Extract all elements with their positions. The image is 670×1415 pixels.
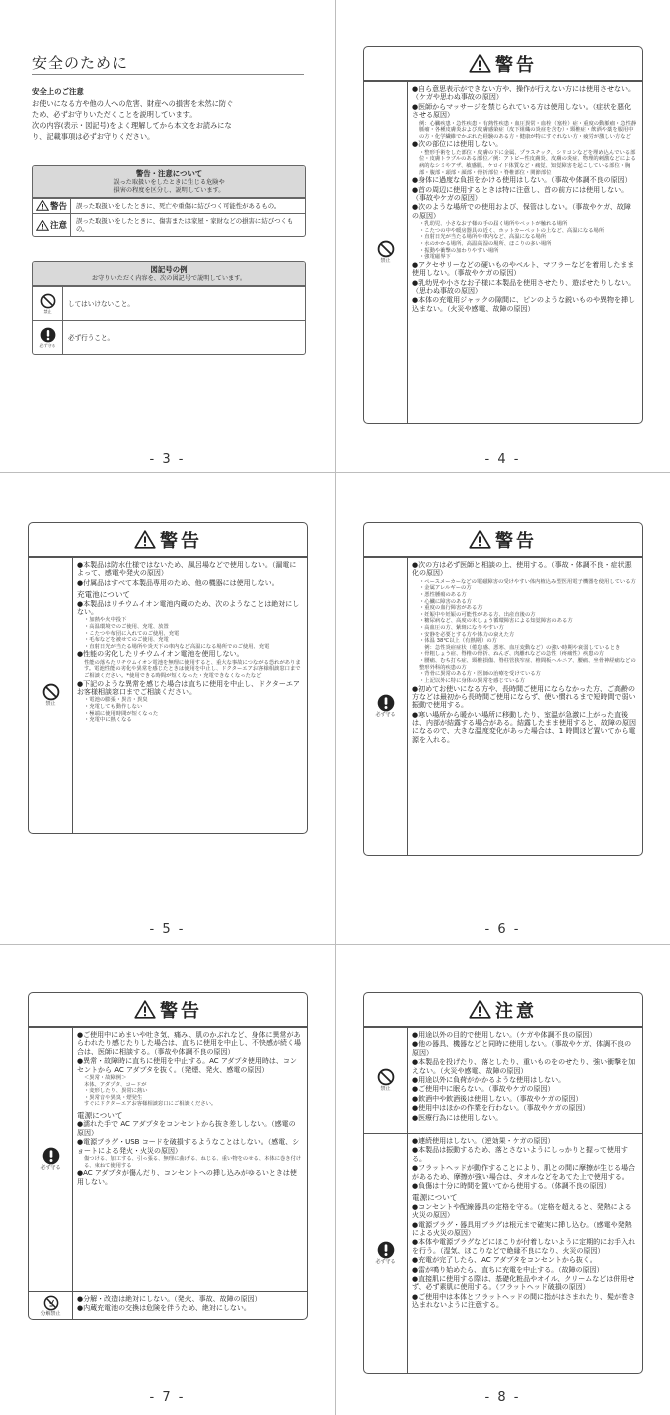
page-8 bbox=[335, 944, 670, 1415]
list-subitem: ・水のかかる場所、高温高湿の場所、ほこりの多い場所 bbox=[419, 241, 552, 247]
page-number: - 6 - bbox=[484, 922, 521, 937]
list-item: ●本製品はリチウムイオン電池内蔵のため、次のようなことは絶対にしない。 bbox=[77, 599, 300, 617]
list-subitem: ・充電中に熱くなる bbox=[84, 717, 132, 724]
list-item: ●内蔵充電池の交換は危険を伴うため、絶対にしない。 bbox=[77, 1304, 251, 1313]
list-item: ●電源プラグ・器具用プラグは根元まで確実に挿し込む。（感電や発熱による火災の原因） bbox=[412, 1220, 632, 1237]
page-6 bbox=[335, 472, 670, 944]
page-number: - 7 - bbox=[149, 1390, 186, 1405]
list-subitem: ・充電しても動作しない bbox=[84, 704, 143, 711]
list-item: ●ご使用中にめまいや吐き気、痛み、肌のかぶれなど、身体に異常があらわれたり感じたりした場合は、直ちに使用を中止し、不快感が続く場合は、医師に相談する。（事故や体調不良の原因） bbox=[77, 1031, 301, 1056]
list-subitem: ・振動や衝撃の加わりやすい場所 bbox=[419, 247, 499, 254]
list-item: ●下記のような異常を感じた場合は直ちに使用を中止し、ドクターエアお客様相談窓口までご相談ください。 bbox=[77, 679, 300, 697]
section-subtitle: 安全上のご注意 bbox=[32, 87, 84, 96]
page-number: - 4 - bbox=[484, 452, 521, 467]
list-item: ●医師からマッサージを禁じられている方は使用しない。（症状を悪化させる原因） bbox=[412, 102, 632, 120]
list-item: ●濡れた手で AC アダプタをコンセントから抜き差ししない。（感電の原因） bbox=[77, 1120, 296, 1137]
caution-triangle-icon bbox=[469, 1000, 491, 1019]
table-row: 警告 誤った取扱いをしたときに、死亡や重傷に結びつく可能性があるもの。 bbox=[33, 198, 305, 213]
warning-triangle-icon bbox=[134, 530, 156, 549]
page-number: - 8 - bbox=[484, 1390, 521, 1405]
list-subitem: ・体温 38℃以上（有熱期）の方 bbox=[419, 638, 497, 645]
list-item: ●次のような場所での使用および、保管はしない。（事故やケガ、故障の原因） bbox=[412, 203, 631, 220]
list-item: ●次の方は必ず医師と相談の上、使用する。（事故・体調不良・症状悪化の原因） bbox=[412, 561, 632, 578]
page-3 bbox=[0, 0, 335, 472]
mandatory-icon bbox=[377, 694, 395, 712]
list-item: ●性能の劣化したリチウムイオン電池を使用しない。 bbox=[77, 650, 244, 659]
list-subitem: 性能の落ちたリチウムイオン電池を無理に使用すると、重大な事故につながる恐れがあります。電池性能の劣化や異常を感じたときは使用を中止し、ドクターエアお客様相談窓口までご相談ください。*使用できる時間が短くなった・充電できなくなったなど bbox=[84, 659, 301, 680]
list-subitem: ・高血圧の方、紫斑になりやすい方 bbox=[419, 625, 504, 632]
warning-box: 警告 必ず守る ●ご使用中にめまいや吐き気、痛み、肌のかぶれなど、身体に異常があらわれたり感じたりした場合は、直ちに使用を中止し、不快感が続く場合は、医師に相談する。（事故や体調不良の原因） ●異常・故障時に直ちに使用を中止する。AC アダプタ使用時は、コンセントから AC アダプタを抜く。（発煙、発火、感電の原因） ＜異常・故障例＞ 本体、アダプタ、コードが ・変形したり、異常に熱い ・異常音や異臭・煙発生 すぐにドクターエアお客様相談窓口にご相談ください。 電源について ●濡れた手で AC アダプタをコンセントから抜き差ししない。（感電の原因） ●電源プラグ・USB コードを破損するようなことはしない。（感電、ショートによる発火・火災の原因） 傷つける、加工する、引っ張る、無理に曲げる、ねじる、重い物をのせる、本体に巻き付ける、束ねて使用する ●AC アダプタが傷んだり、コンセントへの挿し込みがゆるいときは使用しない。 分解禁止 ●分解・改造は絶対にしない。（発火、事故、故障の原因） ●内蔵充電池の交換は危険を伴うため、絶対にしない。 bbox=[28, 992, 308, 1320]
list-subitem: ・背骨に異常のある方・医師の治療を受けている方 bbox=[419, 671, 541, 678]
page-5 bbox=[0, 472, 335, 944]
prohibited-icon bbox=[377, 240, 395, 258]
list-subitem: ・加熱や火中投下 bbox=[84, 617, 127, 624]
list-subitem: ・こたつの中や暖房器具の近く、ホットカーペットの上など、高温になる場所 bbox=[419, 227, 605, 234]
list-item: ●飲酒中や飲酒後は使用しない。（事故やケガの原因） bbox=[412, 1094, 583, 1103]
warning-caution-table: 警告・注意について 誤った取扱いをしたときに生じる危険や 損害の程度を区分し、説明しています。 警告 誤った取扱いをしたときに、死亡や重傷に結びつく可能性があるもの。 注意 誤った取扱いをしたときに、傷害または家屋・家財などの損害に結びつくもの。 bbox=[32, 165, 306, 237]
list-subitem: ・高温環境でのご使用、充電、放置 bbox=[84, 624, 169, 631]
list-item: ●フラットヘッドが動作することにより、肌との間に摩擦が生じる場合があるため、摩擦が強い場合は、タオルなどをあてた上で使用する。 bbox=[412, 1164, 635, 1181]
list-item: ●ご使用中は本体とフラットヘッドの間に指がはさまれたり、髪が巻き込まれないように注意する。 bbox=[412, 1292, 635, 1310]
list-subitem: ・重度の血行障害がある方 bbox=[419, 605, 483, 612]
warning-box: 警告 禁止 ●本製品は防水仕様ではないため、風呂場などで使用しない。（漏電によって、感電や発火の原因） ●付属品はすべて本製品専用のため、他の機器には使用しない。 充電池について ●本製品はリチウムイオン電池内蔵のため、次のようなことは絶対にしない。 ・加熱や火中投下 ・高温環境でのご使用、充電、放置 ・こたつや布団に入れてのご使用、充電 ・毛布などを被せてのご使用、充電 ・直射日光が当たる場所や炎天下の車内など高温になる場所でのご使用、充電 ●性能の劣化したリチウムイオン電池を使用しない。 性能の落ちたリチウムイオン電池を無理に使用すると、重大な事故につながる恐れがあります。電池性能の劣化や異常を感じたときは使用を中止し、ドクターエアお客様相談窓口までご相談ください。*使用できる時間が短くなった・充電できなくなったなど ●下記のような異常を感じた場合は直ちに使用を中止し、ドクターエアお客様相談窓口までご相談ください。 ・電池の膨張・異音・異臭 ・充電しても動作しない ・極端に使用時間が短くなった ・充電中に熱くなる bbox=[28, 522, 308, 834]
warning-box: 警告 禁止 ●自ら意思表示ができない方や、操作が行えない方には使用させない。（ケガや思わぬ事故の原因） ●医師からマッサージを禁じられている方は使用しない。（症状を悪化させる原因） 例：心臓疾患・急性疾患・有熱性疾患・血圧異常・血栓（塞栓）症・重度の動脈瘤・急性静脈瘤・各種皮膚炎および皮膚感染症（皮下組織の炎症を含む）・頸椎症・飲酒や薬を服用中の方・化学繊維でかぶれた経験のある方・健康が特にすぐれない方・疲労が激しい方など ●次の部位には使用しない。 ・整形手術をした部位・皮膚の下に金属、プラスチック、シリコンなどを埋め込んでいる部位・皮膚トラブルのある部位／例：アトピー性皮膚炎、皮膚の炎症、物理的刺激などによる病的なシミやアザ、敏感肌、ケロイド体質など・痛覚、知覚障害を起こしている部位・胸部・腹部・頭部・顔部・骨折部位・脊椎部位・関節部位 ●身体に過度な負担をかける使用はしない。（事故や体調不良の原因） ●首の周辺に使用するときは特に注意し、首の前方には使用しない。（事故やケガの原因） ●次のような場所での使用および、保管はしない。（事故やケガ、故障の原因） ・乳幼児、小さなお子様の手の届く場所やペットが触れる場所 ・こたつの中や暖房器具の近く、ホットカーペットの上など、高温になる場所 ・直射日光が当たる場所や車内など、高温になる場所 ・水のかかる場所、高温高湿の場所、ほこりの多い場所 ・振動や衝撃の加わりやすい場所 ・強電磁界下 ●アクセサリーなどの硬いものやベルト、マフラーなどを着用したまま使用しない。（事故やケガの原因） ●乳幼児や小さなお子様に本製品を使用させたり、遊ばせたりしない。（思わぬ事故の原因） ●本体の充電用ジャックの隙間に、ピンのような鋭いものや異物を挿し込まない。（火災や感電、故障の原因） bbox=[363, 46, 643, 424]
list-item: ●用途以外の目的で使用しない。（ケガや体調不良の原因） bbox=[412, 1031, 597, 1039]
list-item: ●ご使用中に眠らない。（事故やケガの原因） bbox=[412, 1085, 555, 1094]
list-subitem: ・整形手術をした部位・皮膚の下に金属、プラスチック、シリコンなどを埋め込んでいる部位・皮膚トラブルのある部位／例：アトピー性皮膚炎、皮膚の炎症、物理的刺激などによる病的なシミやアザ、敏感肌、ケロイド体質など・痛覚、知覚障害を起こしている部位・胸部・腹部・頭部・顔部・骨折部位・脊椎部位・関節部位 bbox=[419, 149, 636, 176]
list-item: ●分解・改造は絶対にしない。（発火、事故、故障の原因） bbox=[77, 1295, 262, 1303]
table-row: 注意 誤った取扱いをしたときに、傷害または家屋・家財などの損害に結びつくもの。 bbox=[33, 213, 305, 237]
list-subitem: ・心臓に障害のある方 bbox=[419, 598, 472, 605]
list-subitem: ・金属アレルギーの方 bbox=[419, 585, 472, 592]
mandatory-icon bbox=[42, 1147, 60, 1165]
page-number: - 3 - bbox=[149, 452, 186, 467]
list-subitem: 本体、アダプタ、コードが bbox=[84, 1081, 147, 1088]
list-subitem: ・異常音や異臭・煙発生 bbox=[84, 1094, 143, 1101]
warning-list bbox=[408, 558, 642, 855]
list-item: ●身体に過度な負担をかける使用はしない。（事故や体調不良の原因） bbox=[412, 176, 632, 185]
list-subitem: ・強電磁界下 bbox=[419, 254, 451, 261]
list-item: ●乳幼児や小さなお子様に本製品を使用させたり、遊ばせたりしない。（思わぬ事故の原因） bbox=[412, 278, 636, 295]
table-row: 禁止 してはいけないこと。 bbox=[33, 286, 305, 320]
list-item: ●本製品は防水仕様ではないため、風呂場などで使用しない。（漏電によって、感電や発火の原因） bbox=[77, 561, 297, 578]
list-subitem: ・上記以外に特に身体の異常を感じている方 bbox=[419, 677, 525, 684]
prohibited-icon bbox=[40, 293, 56, 309]
list-item: ●充電が完了したら、AC アダプタをコンセントから抜く。 bbox=[412, 1256, 597, 1265]
list-item: ●電源プラグ・USB コードを破損するようなことはしない。（感電、ショートによる発火・火災の原因） bbox=[77, 1138, 300, 1155]
caution-list bbox=[408, 1028, 642, 1133]
list-item: ●アクセサリーなどの硬いものやベルト、マフラーなどを着用したまま使用しない。（事故やケガの原因） bbox=[412, 260, 635, 278]
page-4 bbox=[335, 0, 670, 472]
caution-box: 注意 禁止 ●用途以外の目的で使用しない。（ケガや体調不良の原因） ●他の器具、機器などと同時に使用しない。（事故やケガ、体調不良の原因） ●本製品を投げたり、落としたり、重いものをのせたり、強い衝撃を加えない。（火災や感電、故障の原因） ●用途以外に負荷がかかるような使用はしない。 ●ご使用中に眠らない。（事故やケガの原因） ●飲酒中や飲酒後は使用しない。（事故やケガの原因） ●使用中はほかの作業を行わない。（事故やケガの原因） ●医療行為には使用しない。 必ず守る ●連続使用はしない。（逆効果・ケガの原因） ●本製品は振動するため、落とさないようにしっかりと握って使用する。 ●フラットヘッドが動作することにより、肌との間に摩擦が生じる場合があるため、摩擦が強い場合は、タオルなどをあてた上で使用する。 ●負傷は十分に時間を置いてから使用する。（体調不良の原因） 電源について ●コンセントや配線器具の定格を守る。（定格を超えると、発熱による火災の原因） ●電源プラグ・器具用プラグは根元まで確実に挿し込む。（感電や発熱による火災の原因） ●本体や電源プラグなどにほこりが付着しないように定期的にお手入れを行う。（湿気、ほこりなどで絶縁不良になり、火災の原因） ●充電が完了したら、AC アダプタをコンセントから抜く。 ●雷が鳴り始めたら、直ちに充電を中止する。（故障の原因） ●直接肌に使用する際は、基礎化粧品やオイル、クリームなどは併用せず、必ず素肌に使用する。（フラットヘッド破損の原因） ●ご使用中は本体とフラットヘッドの間に指がはさまれたり、髪が巻き込まれないように注意する。 bbox=[363, 992, 643, 1374]
warning-list bbox=[73, 558, 307, 833]
warning-triangle-icon bbox=[469, 54, 491, 73]
caution-list bbox=[408, 1134, 642, 1373]
list-subitem: ・腰痛、むち打ち症、頸椎損傷、脊柱管狭窄症、椎間板ヘルニア、腰痛、坐骨神経痛などの整形外科的疾患の方 bbox=[419, 658, 636, 671]
list-item: ●本製品を投げたり、落としたり、重いものをのせたり、強い衝撃を加えない。（火災や感電、故障の原因） bbox=[412, 1058, 636, 1075]
list-subitem: ・ペースメーカーなどの電磁障害の受けやすい体内植込み型医用電子機器を使用している方 bbox=[419, 578, 636, 585]
prohibited-icon bbox=[42, 683, 60, 701]
warning-list bbox=[73, 1292, 307, 1320]
list-subitem: ・骨粗しょう症、脊椎の骨折、ねんざ、肉離れなどの急性（疼痛性）疾患の方 bbox=[419, 651, 605, 658]
list-subitem: 傷つける、加工する、引っ張る、無理に曲げる、ねじる、重い物をのせる、本体に巻き付ける、束ねて使用する bbox=[84, 1156, 302, 1169]
list-item: ●本体や電源プラグなどにほこりが付着しないように定期的にお手入れを行う。（湿気、ほこりなどで絶縁不良になり、火災の原因） bbox=[412, 1238, 636, 1255]
warning-list bbox=[73, 1028, 307, 1291]
list-item: ●初めてお使いになる方や、長時間ご使用にならなかった方、ご高齢の方などは最初から長時間ご使用にならず、使い慣れるまで短時間で弱い振動で使用する。 bbox=[412, 684, 636, 710]
intro-paragraph: お使いになる方や他の人への危害、財産への損害を未然に防ぐ ため、必ずお守りいただくことを説明しています。 次の内容(表示・図記号)をよく理解してから本文をお読みにな り、記載事項は必ずお守りください。 bbox=[32, 99, 234, 141]
caution-triangle-icon bbox=[36, 220, 49, 231]
list-item: ●異常・故障時に直ちに使用を中止する。AC アダプタ使用時は、コンセントから AC アダプタを抜く。（発煙、発火、感電の原因） bbox=[77, 1057, 297, 1074]
symbol-example-table: 図記号の例 お守りいただく内容を、次の図記号で説明しています。 禁止 してはいけないこと。 必ず守る 必ず行うこと。 bbox=[32, 261, 306, 355]
subsection-heading: 充電池について bbox=[77, 590, 131, 600]
list-item: ●連続使用はしない。（逆効果・ケガの原因） bbox=[412, 1137, 555, 1145]
list-subitem: すぐにドクターエアお客様相談窓口にご相談ください。 bbox=[84, 1101, 217, 1108]
list-item: ●用途以外に負荷がかかるような使用はしない。 bbox=[412, 1075, 566, 1084]
list-subitem: ・糖尿病など、高度の末しょう循環障害による知覚障害のある方 bbox=[419, 618, 573, 625]
list-item: ●雷が鳴り始めたら、直ちに充電を中止する。（故障の原因） bbox=[412, 1265, 604, 1274]
list-subitem: 例：心臓疾患・急性疾患・有熱性疾患・血圧異常・血栓（塞栓）症・重度の動脈瘤・急性静脈瘤・各種皮膚炎および皮膚感染症（皮下組織の炎症を含む）・頸椎症・飲酒や薬を服用中の方・化学繊維でかぶれた経験のある方・健康が特にすぐれない方・疲労が激しい方など bbox=[419, 120, 637, 140]
list-subitem: ・安静を必要とする方や体力の衰えた方 bbox=[419, 631, 515, 638]
subsection-heading: 電源について bbox=[412, 1193, 458, 1203]
list-item: ●本体の充電用ジャックの隙間に、ピンのような鋭いものや異物を挿し込まない。（火災や感電、故障の原因） bbox=[412, 296, 635, 313]
list-item: ●付属品はすべて本製品専用のため、他の機器には使用しない。 bbox=[77, 578, 279, 587]
list-item: ●他の器具、機器などと同時に使用しない。（事故やケガ、体調不良の原因） bbox=[412, 1040, 632, 1057]
list-subitem: ・電池の膨張・異音・異臭 bbox=[84, 697, 148, 704]
warning-triangle-icon bbox=[134, 1000, 156, 1019]
list-subitem: ・直射日光が当たる場所や炎天下の車内など高温になる場所でのご使用、充電 bbox=[84, 643, 270, 650]
page-7 bbox=[0, 944, 335, 1415]
list-item: ●AC アダプタが傷んだり、コンセントへの挿し込みがゆるいときは使用しない。 bbox=[77, 1169, 297, 1186]
list-item: ●負傷は十分に時間を置いてから使用する。（体調不良の原因） bbox=[412, 1181, 611, 1190]
page-title: 安全のために bbox=[32, 54, 129, 72]
list-subitem: ・極端に使用時間が短くなった bbox=[84, 710, 159, 717]
warning-box: 警告 必ず守る ●次の方は必ず医師と相談の上、使用する。（事故・体調不良・症状悪化の原因） ・ペースメーカーなどの電磁障害の受けやすい体内植込み型医用電子機器を使用している方 ・金属アレルギーの方 ・悪性腫瘍のある方 ・心臓に障害のある方 ・重度の血行障害がある方 ・妊娠中や妊娠の可能性がある方、出産直後の方 ・糖尿病など、高度の末しょう循環障害による知覚障害のある方 ・高血圧の方、紫斑になりやすい方 ・安静を必要とする方や体力の衰えた方 ・体温 38℃以上（有熱期）の方 例：急性炎症症状（倦怠感、悪寒、血圧変動など）の強い時期や衰弱しているとき ・骨粗しょう症、脊椎の骨折、ねんざ、肉離れなどの急性（疼痛性）疾患の方 ・腰痛、むち打ち症、頸椎損傷、脊柱管狭窄症、椎間板ヘルニア、腰痛、坐骨神経痛などの整形外科的疾患の方 ・背骨に異常のある方・医師の治療を受けている方 ・上記以外に特に身体の異常を感じている方 ●初めてお使いになる方や、長時間ご使用にならなかった方、ご高齢の方などは最初から長時間ご使用にならず、使い慣れるまで短時間で弱い振動で使用する。 ●寒い場所から暖かい場所に移動したり、室温が急激に上がった直後は、内部が結露する場合がある。結露したまま使用すると、故障の原因になるので、大きな温度変化があった場合は、1 時間ほど置いてから電源を入れる。 bbox=[363, 522, 643, 856]
list-subitem: ・直射日光が当たる場所や車内など、高温になる場所 bbox=[419, 234, 547, 241]
list-item: ●医療行為には使用しない。 bbox=[412, 1113, 503, 1122]
list-item: ●首の周辺に使用するときは特に注意し、首の前方には使用しない。（事故やケガの原因） bbox=[412, 185, 629, 202]
list-subitem: ・毛布などを被せてのご使用、充電 bbox=[84, 637, 169, 644]
page-number: - 5 - bbox=[149, 922, 186, 937]
list-subitem: ・乳幼児、小さなお子様の手の届く場所やペットが触れる場所 bbox=[419, 221, 568, 228]
list-item: ●寒い場所から暖かい場所に移動したり、室温が急激に上がった直後は、内部が結露する場合がある。結露したまま使用すると、故障の原因になるので、大きな温度変化があった場合は、1 時間ほど置いてから電源を入れる。 bbox=[412, 710, 636, 744]
mandatory-icon bbox=[40, 327, 56, 343]
table-row: 必ず守る 必ず行うこと。 bbox=[33, 320, 305, 354]
list-item: ●次の部位には使用しない。 bbox=[412, 140, 503, 149]
list-subitem: ・悪性腫瘍のある方 bbox=[419, 592, 467, 598]
list-item: ●使用中はほかの作業を行わない。（事故やケガの原因） bbox=[412, 1104, 590, 1113]
list-subitem: ・妊娠中や妊娠の可能性がある方、出産直後の方 bbox=[419, 611, 536, 618]
warning-triangle-icon bbox=[36, 200, 49, 211]
warning-triangle-icon bbox=[469, 530, 491, 549]
list-subitem: ・変形したり、異常に熱い bbox=[84, 1088, 148, 1095]
subsection-heading: 電源について bbox=[77, 1111, 123, 1120]
list-item: ●コンセントや配線器具の定格を守る。（定格を超えると、発熱による火災の原因） bbox=[412, 1202, 632, 1220]
no-disassembly-icon bbox=[43, 1295, 59, 1311]
prohibited-icon bbox=[377, 1068, 395, 1086]
list-subitem: ・こたつや布団に入れてのご使用、充電 bbox=[84, 630, 180, 637]
list-subitem: ＜異常・故障例＞ bbox=[84, 1074, 127, 1081]
list-item: ●本製品は振動するため、落とさないようにしっかりと握って使用する。 bbox=[412, 1146, 628, 1163]
list-subitem: 例：急性炎症症状（倦怠感、悪寒、血圧変動など）の強い時期や衰弱しているとき bbox=[419, 644, 621, 651]
list-item: ●自ら意思表示ができない方や、操作が行えない方には使用させない。（ケガや思わぬ事故の原因） bbox=[412, 85, 635, 102]
warning-list bbox=[408, 82, 642, 423]
mandatory-icon bbox=[377, 1241, 395, 1259]
list-item: ●直接肌に使用する際は、基礎化粧品やオイル、クリームなどは併用せず、必ず素肌に使用する。（フラットヘッド破損の原因） bbox=[412, 1274, 635, 1292]
